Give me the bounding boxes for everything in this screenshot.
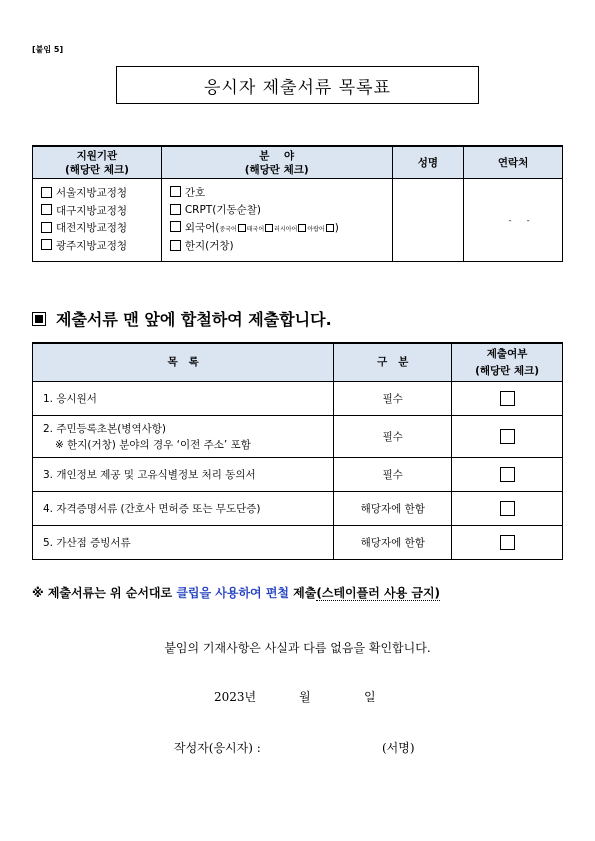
- documents-table: [32, 342, 563, 560]
- emphasis-clip: 클립을 사용하여 편철: [176, 586, 289, 600]
- submission-note: ※ 제출서류는 위 순서대로 클립을 사용하여 편철 제출(스테이플러 사용 금지): [32, 586, 441, 600]
- date-line: [214, 688, 414, 705]
- checkbox-icon[interactable]: [265, 224, 273, 232]
- table-row: [33, 526, 563, 560]
- date-day: 일: [364, 690, 376, 704]
- submit-checkbox[interactable]: [500, 391, 515, 406]
- doc-item: 2. 주민등록초본(병역사항) ※ 한지(거창) 분야의 경우 ‘이전 주소’ 포함: [33, 416, 334, 458]
- checkbox-icon[interactable]: [170, 221, 181, 232]
- table-row: [33, 416, 563, 458]
- signature-label: 작성자(응시자) :: [174, 741, 261, 755]
- doc-item: 5. 가산점 증빙서류: [33, 526, 334, 560]
- submit-header: 제출여부 (해당란 체크): [452, 343, 563, 382]
- no-stapler-note: (스테이플러 사용 금지): [316, 586, 441, 600]
- checkbox-icon[interactable]: [41, 239, 52, 250]
- doc-item: 3. 개인정보 제공 및 고유식별정보 처리 동의서: [33, 458, 334, 492]
- submit-checkbox[interactable]: [500, 467, 515, 482]
- applicant-table: [32, 145, 563, 262]
- confirm-statement: 붙임의 기재사항은 사실과 다름 없음을 확인합니다.: [164, 641, 431, 655]
- filled-square-icon: [32, 312, 46, 326]
- submit-cell: [452, 458, 563, 492]
- doc-category: 필수: [334, 416, 452, 458]
- submit-checkbox[interactable]: [500, 429, 515, 444]
- table-row: [33, 492, 563, 526]
- checkbox-icon[interactable]: [41, 187, 52, 198]
- table-row: [33, 458, 563, 492]
- submit-cell: [452, 492, 563, 526]
- checkbox-icon[interactable]: [41, 204, 52, 215]
- submit-cell: [452, 382, 563, 416]
- agency-option[interactable]: 광주지방교정청: [41, 238, 153, 256]
- doc-item-note: ※ 한지(거창) 분야의 경우 ‘이전 주소’ 포함: [55, 438, 251, 451]
- doc-category: 해당자에 한함: [334, 492, 452, 526]
- doc-category: 필수: [334, 458, 452, 492]
- attachment-label: [붙임 5]: [32, 45, 64, 54]
- checkbox-icon[interactable]: [170, 186, 181, 197]
- agency-option[interactable]: 대구지방교정청: [41, 203, 153, 221]
- agency-option[interactable]: 서울지방교정청: [41, 185, 153, 203]
- field-option-crpt[interactable]: CRPT(기동순찰): [170, 202, 384, 220]
- agency-header: [33, 146, 162, 179]
- name-header: 성명: [392, 146, 464, 179]
- submit-checkbox[interactable]: [500, 535, 515, 550]
- section-heading: [32, 307, 332, 330]
- field-options: [161, 179, 392, 262]
- doc-category: 해당자에 한함: [334, 526, 452, 560]
- name-cell[interactable]: [392, 179, 464, 262]
- checkbox-icon[interactable]: [41, 222, 52, 233]
- doc-item: 4. 자격증명서류 (간호사 면허증 또는 무도단증): [33, 492, 334, 526]
- field-header-line2: (해당란 체크): [244, 163, 309, 176]
- date-year: 2023년: [214, 690, 257, 704]
- submit-checkbox[interactable]: [500, 501, 515, 516]
- category-header: 구 분: [334, 343, 452, 382]
- checkbox-icon[interactable]: [238, 224, 246, 232]
- submit-cell: [452, 526, 563, 560]
- agency-options: [33, 179, 162, 262]
- checkbox-icon[interactable]: [298, 224, 306, 232]
- checkbox-icon[interactable]: [170, 240, 181, 251]
- doc-item: 1. 응시원서: [33, 382, 334, 416]
- agency-option[interactable]: 대전지방교정청: [41, 220, 153, 238]
- field-option-foreign[interactable]: 외국어(중국어 태국어 러시아어 아랍어 ): [170, 220, 384, 239]
- signature-line: [174, 739, 434, 756]
- doc-category: 필수: [334, 382, 452, 416]
- checkbox-icon[interactable]: [170, 204, 181, 215]
- section-heading-text: 제출서류 맨 앞에 합철하여 제출합니다.: [56, 310, 332, 329]
- contact-cell[interactable]: - -: [464, 179, 563, 262]
- signature-mark[interactable]: (서명): [382, 741, 415, 755]
- table-row: [33, 382, 563, 416]
- page-title: 응시자 제출서류 목록표: [116, 66, 479, 104]
- date-month: 월: [299, 690, 311, 704]
- field-header: [161, 146, 392, 179]
- item-header: 목 록: [33, 343, 334, 382]
- checkbox-icon[interactable]: [326, 224, 334, 232]
- field-header-line1: 분 야: [259, 149, 295, 162]
- field-option-nursing[interactable]: 간호: [170, 185, 384, 203]
- agency-header-line2: (해당란 체크): [64, 163, 129, 176]
- submit-cell: [452, 416, 563, 458]
- contact-header: 연락처: [464, 146, 563, 179]
- agency-header-line1: 지원기관: [76, 149, 118, 162]
- field-option-hanji[interactable]: 한지(거창): [170, 238, 384, 256]
